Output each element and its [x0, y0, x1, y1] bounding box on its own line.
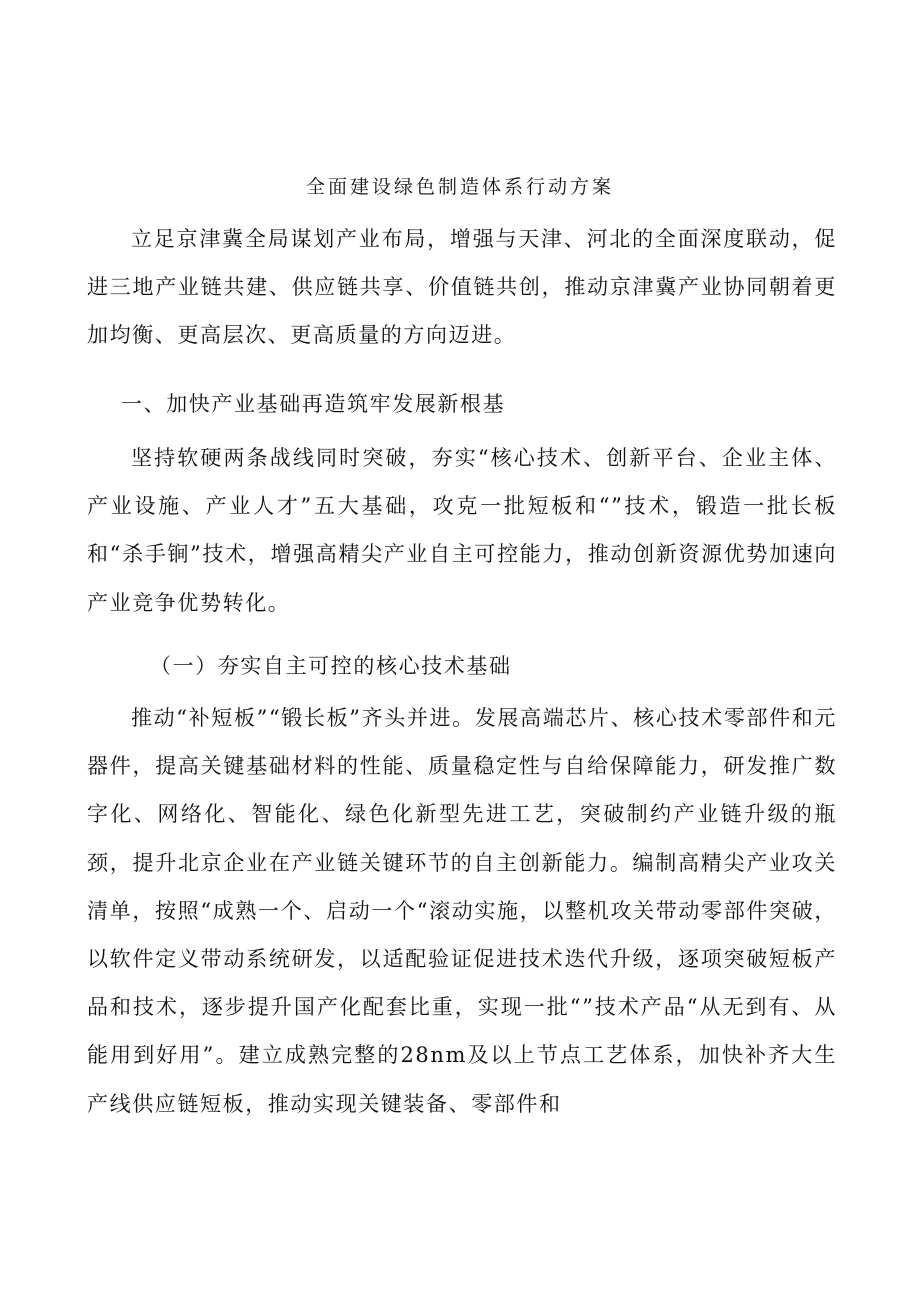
section-heading: 一、加快产业基础再造筑牢发展新根基	[121, 392, 506, 416]
intro-paragraph: 立足京津冀全局谋划产业布局，增强与天津、河北的全面深度联动，促进三地产业链共建、供应链共享、价值链共创，推动京津冀产业协同朝着更加均衡、更高层次、更高质量的方向迈进。	[87, 227, 837, 348]
section-paragraph: 坚持软硬两条战线同时突破，夯实“核心技术、创新平台、企业主体、产业设施、产业人才”五大基础，攻克一批短板和“”技术，锻造一批长板和“杀手锏”技术，增强高精尖产业自主可控能力，推动创新资源优势加速向产业竞争优势转化。	[87, 446, 837, 615]
document-title: 全面建设绿色制造体系行动方案	[305, 176, 614, 198]
subsection-paragraph: 推动“补短板”“锻长板”齐头并进。发展高端芯片、核心技术零部件和元器件，提高关键基础材料的性能、质量稳定性与自给保障能力，研发推广数字化、网络化、智能化、绿色化新型先进工艺，突破制约产业链升级的瓶颈，提升北京企业在产业链关键环节的自主创新能力。编制高精尖产业攻关清单，按照“成熟一个、启动一个“滚动实施，以整机攻关带动零部件突破，以软件定义带动系统研发，以适配验证促进技术迭代升级，逐项突破短板产品和技术，逐步提升国产化配套比重，实现一批“”技术产品“从无到有、从能用到好用”。建立成熟完整的28nm及以上节点工艺体系，加快补齐大生产线供应链短板，推动实现关键装备、零部件和	[87, 706, 837, 1116]
subsection-heading: （一）夯实自主可控的核心技术基础	[150, 654, 512, 678]
